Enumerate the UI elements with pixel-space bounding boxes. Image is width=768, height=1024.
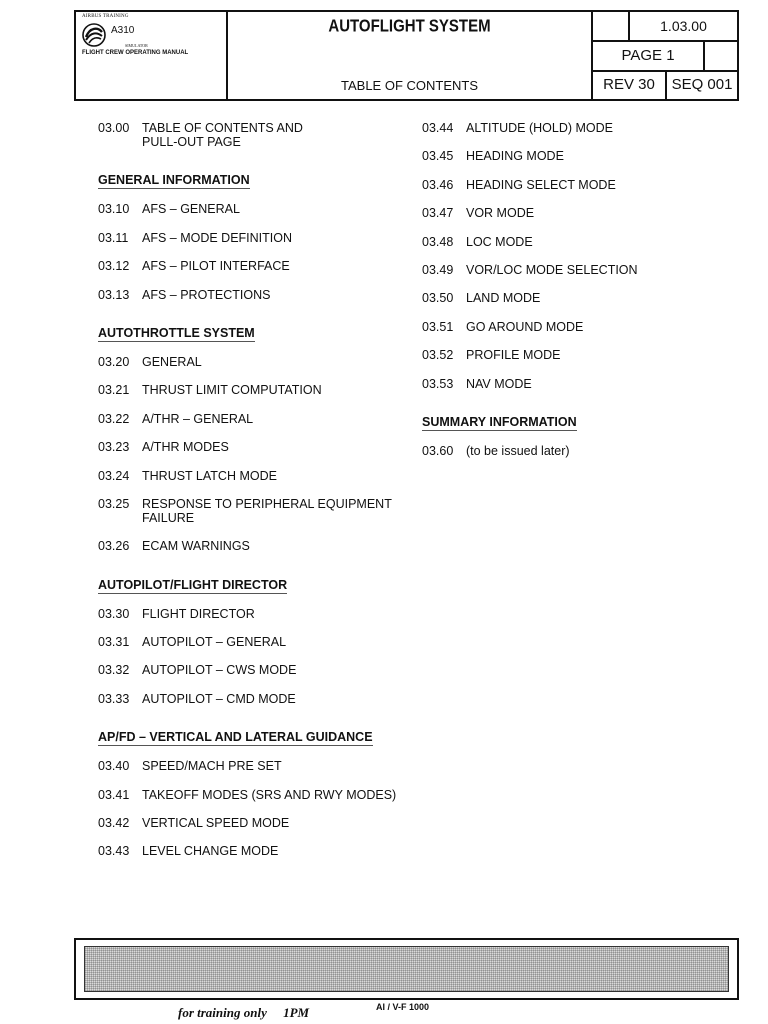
toc-entry-number: 03.50 — [422, 291, 454, 306]
toc-entry — [98, 692, 418, 706]
toc-entry — [98, 539, 418, 553]
toc-entry — [98, 788, 418, 802]
header-empty-cell — [705, 42, 737, 72]
page-title: AUTOFLIGHT SYSTEM — [328, 16, 491, 37]
toc-entry — [422, 121, 742, 135]
toc-left-column — [98, 121, 418, 873]
toc-entry — [98, 497, 418, 525]
toc-entry-number: 03.48 — [422, 234, 454, 249]
toc-entry-title: VOR/LOC MODE SELECTION — [466, 262, 638, 277]
toc-entry-number: 03.13 — [98, 287, 130, 302]
toc-entry-number: 03.32 — [98, 663, 130, 678]
toc-entry-title: HEADING SELECT MODE — [466, 177, 616, 192]
toc-entry — [98, 355, 418, 369]
toc-entry — [98, 231, 418, 245]
toc-entry-title: FLIGHT DIRECTOR — [142, 606, 255, 621]
manual-name: FLIGHT CREW OPERATING MANUAL — [82, 50, 189, 56]
document-reference: AI / V-F 1000 — [376, 1002, 430, 1012]
toc-entry-number: 03.24 — [98, 468, 130, 483]
toc-entry-number: 03.33 — [98, 691, 130, 706]
toc-entry-number: 03.22 — [98, 411, 130, 426]
page-subtitle: TABLE OF CONTENTS — [341, 78, 478, 93]
toc-entry-title: LAND MODE — [466, 291, 541, 306]
toc-entry-title: (to be issued later) — [466, 443, 570, 458]
toc-section — [422, 405, 742, 444]
toc-section-heading: AP/FD – VERTICAL AND LATERAL GUIDANCE — [98, 730, 373, 745]
page-header — [74, 10, 739, 101]
toc-section — [98, 720, 418, 759]
toc-entry-number: 03.25 — [98, 496, 130, 511]
toc-entry — [98, 383, 418, 397]
toc-entry-number: 03.10 — [98, 202, 130, 217]
toc-entry-title: A/THR – GENERAL — [142, 411, 254, 426]
toc-entry-title: RESPONSE TO PERIPHERAL EQUIPMENT FAILURE — [142, 496, 392, 525]
page-number: PAGE 1 — [593, 42, 705, 72]
toc-entry-title: NAV MODE — [466, 376, 532, 391]
toc-entry — [422, 235, 742, 249]
toc-entry-number: 03.30 — [98, 606, 130, 621]
toc-entry — [98, 635, 418, 649]
toc-entry-title: TAKEOFF MODES (SRS AND RWY MODES) — [142, 787, 397, 802]
toc-entry-number: 03.20 — [98, 354, 130, 369]
training-note: for training only 1PM — [178, 1005, 310, 1020]
toc-entry — [98, 202, 418, 216]
toc-entry — [98, 663, 418, 677]
footer-frame — [74, 938, 739, 1000]
toc-entry-title: ALTITUDE (HOLD) MODE — [466, 121, 613, 135]
toc-entry-title: AUTOPILOT – GENERAL — [142, 635, 287, 650]
toc-entry-title: AFS – PILOT INTERFACE — [142, 259, 290, 274]
header-empty-cell — [593, 12, 630, 42]
toc-entry — [422, 377, 742, 391]
toc-entry — [98, 259, 418, 273]
toc-entry-number: 03.12 — [98, 259, 130, 274]
toc-entry-number: 03.00 — [98, 121, 130, 135]
toc-entry — [98, 412, 418, 426]
toc-entry — [98, 759, 418, 773]
toc-entry-number: 03.31 — [98, 635, 130, 650]
toc-entry-title: TABLE OF CONTENTS AND PULL-OUT PAGE — [142, 121, 303, 149]
toc-entry — [422, 348, 742, 362]
toc-section-heading: AUTOTHROTTLE SYSTEM — [98, 325, 255, 340]
toc-entry-title: GENERAL — [142, 354, 202, 369]
toc-entry-number: 03.11 — [98, 230, 129, 245]
toc-entry-title: A/THR MODES — [142, 440, 229, 455]
toc-entry — [98, 469, 418, 483]
toc-entry-title: THRUST LIMIT COMPUTATION — [142, 383, 322, 398]
logo-sub-text: SIMULATOR — [125, 43, 148, 48]
toc-entry-title: LOC MODE — [466, 234, 533, 249]
toc-entry — [422, 263, 742, 277]
toc-entry-number: 03.44 — [422, 121, 454, 135]
footer-hatched-band — [84, 946, 729, 992]
toc-entry-title: HEADING MODE — [466, 149, 564, 164]
sequence-number: SEQ 001 — [671, 76, 733, 93]
toc-entry-number: 03.49 — [422, 262, 454, 277]
toc-entry — [98, 440, 418, 454]
toc-entry-number: 03.21 — [98, 383, 130, 398]
toc-section-heading: SUMMARY INFORMATION — [422, 414, 577, 429]
toc-entry-title: PROFILE MODE — [466, 348, 561, 363]
toc-entry-number: 03.46 — [422, 177, 454, 192]
aircraft-model: A310 — [111, 25, 135, 36]
toc-section — [98, 568, 418, 607]
title-block — [228, 12, 593, 99]
toc-entry-title: AFS – GENERAL — [142, 202, 240, 217]
toc-entry-title: ECAM WARNINGS — [142, 539, 250, 554]
logo-block — [76, 12, 228, 99]
toc-entry-title: THRUST LATCH MODE — [142, 468, 277, 483]
revision-number: REV 30 — [593, 72, 667, 99]
toc-entry-title: AFS – MODE DEFINITION — [142, 230, 293, 245]
toc-entry — [98, 607, 418, 621]
toc-entry-number: 03.60 — [422, 443, 454, 458]
toc-entry-number: 03.23 — [98, 440, 130, 455]
toc-entry — [422, 291, 742, 305]
toc-section-heading: AUTOPILOT/FLIGHT DIRECTOR — [98, 577, 288, 592]
toc-entry-title: VERTICAL SPEED MODE — [142, 816, 290, 831]
toc-entry-number: 03.47 — [422, 206, 454, 221]
toc-entry — [422, 444, 742, 458]
toc-entry-title: AFS – PROTECTIONS — [142, 287, 271, 302]
toc-section-heading: GENERAL INFORMATION — [98, 173, 250, 188]
toc-entry-title: SPEED/MACH PRE SET — [142, 759, 282, 774]
toc-entry-number: 03.42 — [98, 816, 130, 831]
toc-entry-number: 03.41 — [98, 787, 130, 802]
toc-section — [98, 316, 418, 355]
toc-entry — [422, 149, 742, 163]
toc-entry-number: 03.53 — [422, 376, 454, 391]
toc-entry-title: AUTOPILOT – CMD MODE — [142, 691, 296, 706]
toc-entry-title: GO AROUND MODE — [466, 319, 584, 334]
document-number: 1.03.00 — [630, 12, 737, 42]
toc-entry — [98, 816, 418, 830]
toc-right-column — [422, 121, 742, 472]
toc-entry-number: 03.43 — [98, 844, 130, 859]
toc-entry-number: 03.40 — [98, 759, 130, 774]
toc-section — [98, 163, 418, 202]
toc-entry-number: 03.26 — [98, 539, 130, 554]
airline-logo-icon — [82, 23, 106, 47]
toc-entry — [422, 206, 742, 220]
toc-entry-number: 03.45 — [422, 149, 454, 164]
toc-entry-title: AUTOPILOT – CWS MODE — [142, 663, 297, 678]
toc-entry-number: 03.51 — [422, 319, 454, 334]
toc-entry — [422, 178, 742, 192]
toc-entry-number: 03.52 — [422, 348, 454, 363]
toc-entry — [98, 121, 418, 149]
toc-entry-title: LEVEL CHANGE MODE — [142, 844, 279, 859]
toc-entry — [422, 320, 742, 334]
toc-entry — [98, 288, 418, 302]
logo-top-text: AIRBUS TRAINING — [82, 14, 129, 19]
toc-entry-title: VOR MODE — [466, 206, 535, 221]
toc-entry — [98, 844, 418, 858]
